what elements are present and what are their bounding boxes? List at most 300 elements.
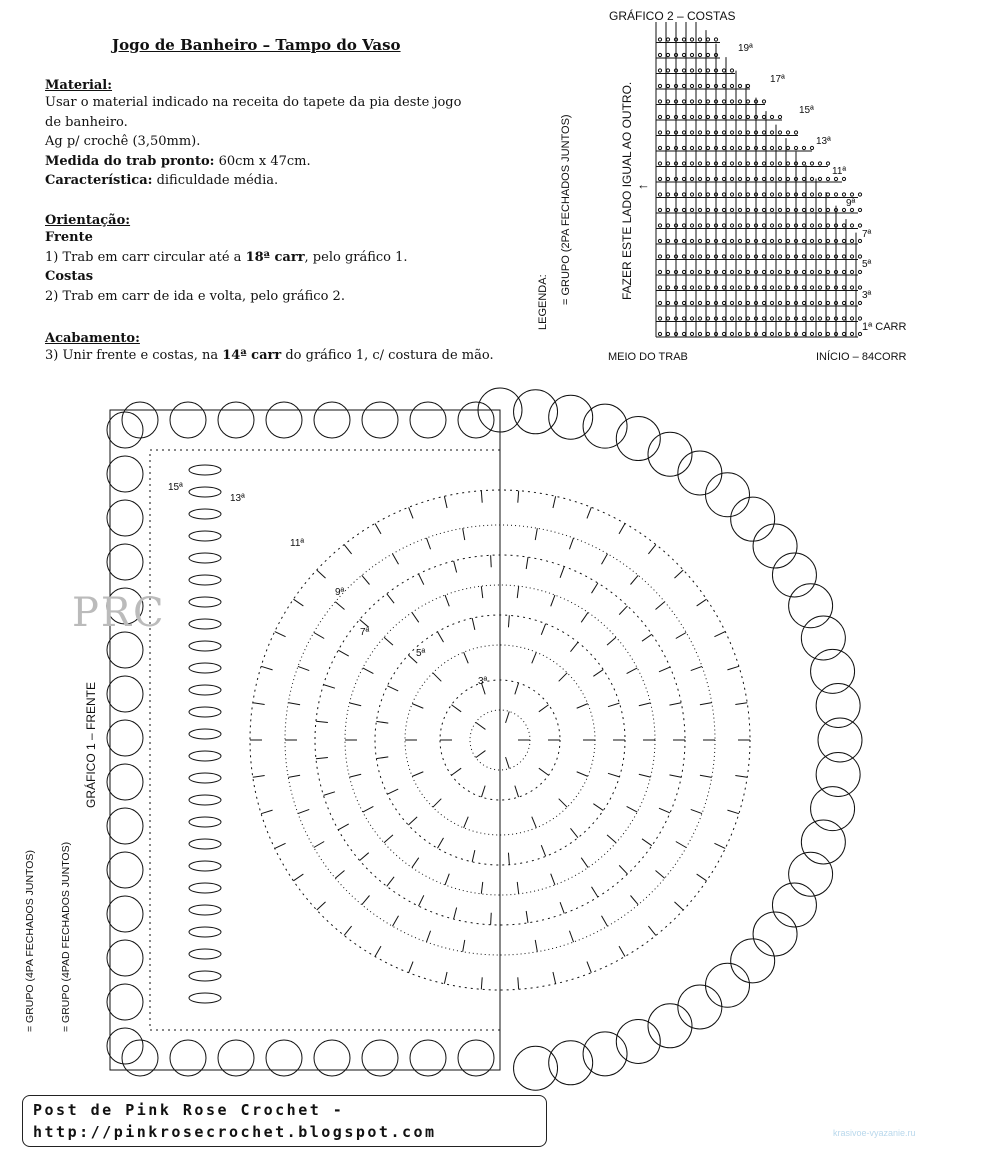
chart1-legend-4pa: = GRUPO (4PA FECHADOS JUNTOS) [24, 850, 36, 1032]
chart1-stitch [727, 666, 738, 670]
chart1-stitch [384, 835, 393, 843]
chain-stitch [786, 146, 789, 149]
chain-stitch [706, 38, 709, 41]
chain-stitch [786, 301, 789, 304]
chart1-shell [170, 1040, 206, 1076]
chain-stitch [802, 301, 805, 304]
chart1-stitch [393, 554, 399, 564]
chart1-stitch [697, 874, 707, 881]
chart1-stitch [639, 774, 651, 777]
chain-stitch [850, 224, 853, 227]
chain-stitch [786, 177, 789, 180]
chart1-stitch [360, 853, 369, 861]
chart1-row-label: 9ª [335, 587, 345, 598]
chart1-cluster [189, 465, 221, 475]
chain-stitch [738, 255, 741, 258]
front-text-pre: 1) Trab em carr circular até a [45, 249, 242, 265]
chart1-stitch [335, 602, 344, 610]
chain-stitch [842, 177, 845, 180]
chain-stitch [666, 301, 669, 304]
chain-stitch [698, 193, 701, 196]
chain-stitch [746, 146, 749, 149]
chart2-bottom-left: MEIO DO TRAB [608, 351, 688, 363]
chain-stitch [658, 69, 661, 72]
chain-stitch [858, 317, 861, 320]
chart1-stitch [551, 874, 555, 885]
footer-line-1: Post de Pink Rose Crochet - [33, 1101, 345, 1119]
chain-stitch [810, 255, 813, 258]
chart1-stitch [517, 586, 518, 598]
chart2-row-label: 3ª [862, 290, 872, 301]
chain-stitch [810, 146, 813, 149]
chart1-stitch [288, 703, 300, 705]
chain-stitch [818, 332, 821, 335]
chart1-cluster [189, 707, 221, 717]
chart1-shell [362, 1040, 398, 1076]
chain-stitch [738, 100, 741, 103]
chain-stitch [658, 317, 661, 320]
chain-stitch [762, 146, 765, 149]
chain-stitch [698, 286, 701, 289]
chart2-bottom-right: INÍCIO – 84CORR [816, 351, 907, 363]
chain-stitch [778, 270, 781, 273]
chain-stitch [706, 317, 709, 320]
chain-stitch [850, 286, 853, 289]
chart1-stitch [472, 618, 475, 630]
chain-stitch [666, 255, 669, 258]
chart1-row-label: 11ª [290, 538, 305, 549]
chain-stitch [746, 115, 749, 118]
chart1-stitch [412, 858, 419, 868]
chart2-row-label: 5ª [862, 259, 872, 270]
chain-stitch [698, 177, 701, 180]
chain-stitch [826, 332, 829, 335]
chain-stitch [770, 317, 773, 320]
chain-stitch [746, 131, 749, 134]
chart1-shell [648, 1004, 692, 1048]
chart1-stitch [619, 946, 625, 956]
feature-label: Característica: [45, 173, 153, 188]
chain-stitch [746, 208, 749, 211]
chart1-stitch [481, 977, 482, 989]
chain-stitch [770, 131, 773, 134]
chain-stitch [666, 100, 669, 103]
chain-stitch [850, 332, 853, 335]
chain-stitch [778, 208, 781, 211]
chain-stitch [818, 224, 821, 227]
chain-stitch [658, 301, 661, 304]
chain-stitch [698, 131, 701, 134]
chart1-stitch [518, 977, 519, 989]
chain-stitch [770, 162, 773, 165]
chart1-stitch [472, 850, 475, 862]
chart1-stitch [316, 721, 328, 722]
chain-stitch [778, 115, 781, 118]
chain-stitch [666, 239, 669, 242]
chain-stitch [850, 193, 853, 196]
chain-stitch [666, 270, 669, 273]
chain-stitch [842, 301, 845, 304]
chain-stitch [762, 270, 765, 273]
chain-stitch [770, 301, 773, 304]
chain-stitch [778, 239, 781, 242]
chart1-shell [410, 1040, 446, 1076]
chain-stitch [826, 208, 829, 211]
chart1-stitch [253, 703, 265, 705]
chain-stitch [730, 193, 733, 196]
chart1-stitch [363, 806, 374, 812]
chart1-stitch [314, 842, 324, 848]
chart1-stitch [532, 652, 537, 663]
chain-stitch [690, 193, 693, 196]
chart1-cluster [189, 531, 221, 541]
chart1-stitch [508, 615, 509, 627]
chart1-cluster [189, 553, 221, 563]
chart1-stitch [714, 632, 725, 637]
chart1-stitch [570, 828, 577, 837]
chart1-stitch [592, 887, 598, 897]
chart1-stitch [592, 583, 598, 593]
chain-stitch [690, 208, 693, 211]
chart1-stitch [275, 632, 286, 637]
chain-stitch [730, 69, 733, 72]
chart2-row-label: 13ª [816, 136, 831, 147]
footer-credit-box [22, 1095, 547, 1147]
chart1-stitch [659, 808, 670, 813]
chain-stitch [722, 239, 725, 242]
chart1-stitch [350, 703, 362, 706]
chain-stitch [722, 270, 725, 273]
chart1-stitch [535, 528, 537, 540]
chain-stitch [722, 84, 725, 87]
front-label: Frente [45, 230, 93, 245]
chart2-row-label: 1ª CARR [862, 321, 907, 333]
chain-stitch [746, 193, 749, 196]
chart1-stitch [630, 896, 638, 905]
chain-stitch [658, 38, 661, 41]
chart2-row-label: 7ª [862, 229, 872, 240]
chart1-cluster [189, 575, 221, 585]
chain-stitch [698, 162, 701, 165]
chain-stitch [722, 115, 725, 118]
chain-stitch [690, 115, 693, 118]
chain-stitch [738, 239, 741, 242]
chart1-row-label: 3ª [478, 676, 488, 687]
chain-stitch [770, 193, 773, 196]
chain-stitch [810, 286, 813, 289]
chart1-cluster [189, 509, 221, 519]
chart1-stitch [323, 792, 334, 796]
chart1-shell [410, 402, 446, 438]
chart1-stitch [481, 586, 482, 598]
chain-stitch [690, 301, 693, 304]
chart1-cluster [189, 817, 221, 827]
chain-stitch [682, 100, 685, 103]
chart1-stitch [317, 570, 326, 578]
chart1-stitch [426, 538, 430, 549]
chart1-shell [678, 985, 722, 1029]
chart1-stitch [630, 575, 638, 584]
front-text-post: , pelo gráfico 1. [304, 249, 408, 265]
chart1-shell [811, 787, 855, 831]
chain-stitch [738, 131, 741, 134]
chain-stitch [706, 270, 709, 273]
chart1-stitch [714, 843, 725, 848]
chain-stitch [826, 301, 829, 304]
chart1-cluster [189, 487, 221, 497]
chain-stitch [658, 131, 661, 134]
chain-stitch [682, 193, 685, 196]
chart1-shell [816, 684, 860, 728]
chain-stitch [690, 69, 693, 72]
chain-stitch [802, 332, 805, 335]
orientacao-heading: Orientação: [45, 213, 131, 228]
chart2-legend-label: LEGENDA: [537, 274, 549, 330]
chain-stitch [658, 224, 661, 227]
chain-stitch [682, 38, 685, 41]
chart1-stitch [570, 642, 577, 651]
chain-stitch [762, 193, 765, 196]
chart1-stitch [362, 896, 370, 905]
chart1-stitch [387, 686, 398, 691]
chart1-stitch [253, 775, 265, 777]
chain-stitch [682, 239, 685, 242]
chart1-stitch [316, 758, 328, 759]
chart1-stitch [419, 574, 424, 585]
chart1-stitch [619, 606, 627, 615]
chart1-stitch [491, 913, 492, 925]
chain-stitch [722, 100, 725, 103]
chart1-stitch [409, 507, 413, 518]
chart1-stitch [288, 775, 300, 777]
chart1-shell [818, 718, 862, 762]
chart1-stitch [587, 962, 591, 973]
chart1-stitch [608, 703, 619, 707]
acab-text-pre: 3) Unir frente e costas, na [45, 348, 219, 363]
chain-stitch [730, 162, 733, 165]
chain-stitch [706, 131, 709, 134]
chain-stitch [698, 69, 701, 72]
chain-stitch [786, 131, 789, 134]
chart1-stitch [338, 650, 348, 656]
chart1-stitch [412, 612, 419, 622]
chain-stitch [730, 317, 733, 320]
chain-stitch [730, 84, 733, 87]
chain-stitch [762, 224, 765, 227]
material-line-3: Ag p/ crochê (3,50mm). [45, 134, 201, 149]
chain-stitch [762, 255, 765, 258]
chart1-shell [107, 676, 143, 712]
acab-text-post: do gráfico 1, c/ costura de mão. [285, 348, 494, 363]
chain-stitch [738, 317, 741, 320]
chain-stitch [706, 332, 709, 335]
chart1-stitch [387, 789, 398, 794]
footer-url[interactable]: http://pinkrosecrochet.blogspot.com [33, 1123, 437, 1141]
chart1-stitch [444, 496, 447, 508]
chain-stitch [786, 332, 789, 335]
chain-stitch [722, 286, 725, 289]
chain-stitch [842, 224, 845, 227]
chart2-legend-group: = GRUPO (2PA FECHADOS JUNTOS) [560, 114, 572, 305]
chain-stitch [746, 317, 749, 320]
chain-stitch [682, 53, 685, 56]
chain-stitch [850, 255, 853, 258]
chain-stitch [770, 286, 773, 289]
chart1-stitch [608, 773, 619, 777]
chart1-stitch [481, 491, 482, 503]
chart1-stitch [669, 703, 681, 705]
chain-stitch [738, 208, 741, 211]
chart1-stitch [560, 567, 564, 578]
chain-stitch [762, 208, 765, 211]
chart1-stitch [375, 946, 381, 956]
chain-stitch [722, 146, 725, 149]
chain-stitch [826, 239, 829, 242]
chart2-row-label: 17ª [770, 74, 785, 85]
chain-stitch [730, 146, 733, 149]
chart1-stitch [581, 612, 588, 622]
chart1-stitch [426, 931, 430, 942]
chain-stitch [762, 131, 765, 134]
chain-stitch [818, 286, 821, 289]
chain-stitch [706, 239, 709, 242]
chart1-stitch [481, 882, 482, 894]
chart1-stitch [551, 595, 555, 606]
chain-stitch [698, 317, 701, 320]
chain-stitch [810, 208, 813, 211]
chain-stitch [706, 100, 709, 103]
chain-stitch [826, 224, 829, 227]
chart1-shell [458, 1040, 494, 1076]
chain-stitch [778, 131, 781, 134]
chain-stitch [850, 301, 853, 304]
chart1-stitch [506, 757, 510, 768]
chart1-stitch [581, 858, 588, 868]
chain-stitch [698, 270, 701, 273]
chain-stitch [730, 131, 733, 134]
chain-stitch [746, 100, 749, 103]
chart1-shell [314, 1040, 350, 1076]
chart1-shell [107, 500, 143, 536]
chain-stitch [786, 162, 789, 165]
chain-stitch [786, 193, 789, 196]
chart1-stitch [363, 668, 374, 674]
chain-stitch [706, 115, 709, 118]
chain-stitch [810, 193, 813, 196]
chain-stitch [802, 255, 805, 258]
chart1-stitch [451, 705, 461, 712]
chain-stitch [706, 162, 709, 165]
chain-stitch [682, 208, 685, 211]
chart1-cluster [189, 905, 221, 915]
chain-stitch [794, 131, 797, 134]
chart1-shell [266, 1040, 302, 1076]
chain-stitch [778, 177, 781, 180]
chart1-stitch [344, 545, 351, 554]
chart1-stitch [515, 786, 519, 797]
chain-stitch [722, 131, 725, 134]
chart1-stitch [393, 916, 399, 926]
chart1-stitch [323, 685, 334, 689]
chain-stitch [842, 332, 845, 335]
chart1-stitch [464, 817, 469, 828]
chart1-shell [731, 939, 775, 983]
chain-stitch [746, 255, 749, 258]
chart1-stitch [602, 554, 608, 564]
chain-stitch [722, 301, 725, 304]
chain-stitch [746, 177, 749, 180]
chart1-cluster [189, 883, 221, 893]
document-title: Jogo de Banheiro – Tampo do Vaso [112, 36, 401, 54]
chart1-stitch [559, 673, 567, 681]
chain-stitch [810, 177, 813, 180]
chain-stitch [778, 317, 781, 320]
chain-stitch [738, 177, 741, 180]
chain-stitch [666, 131, 669, 134]
chart1-stitch [261, 810, 272, 814]
chain-stitch [698, 100, 701, 103]
chain-stitch [834, 193, 837, 196]
chain-stitch [666, 84, 669, 87]
chain-stitch [706, 69, 709, 72]
chart1-stitch [593, 804, 603, 811]
chart1-stitch [577, 704, 588, 709]
chart1-stitch [438, 838, 444, 848]
chart1-stitch [642, 839, 652, 846]
chain-stitch [802, 208, 805, 211]
chain-stitch [858, 255, 861, 258]
chain-stitch [802, 193, 805, 196]
chain-stitch [842, 317, 845, 320]
chain-stitch [706, 84, 709, 87]
chain-stitch [666, 332, 669, 335]
chain-stitch [746, 286, 749, 289]
chart1-shell [801, 616, 845, 660]
acabamento-heading: Acabamento: [45, 331, 140, 346]
chain-stitch [802, 146, 805, 149]
chart1-stitch [454, 561, 457, 573]
chart1-stitch [553, 972, 556, 984]
chain-stitch [762, 286, 765, 289]
chart1-stitch [412, 704, 423, 709]
chain-stitch [746, 270, 749, 273]
chain-stitch [802, 177, 805, 180]
chain-stitch [658, 115, 661, 118]
chain-stitch [810, 317, 813, 320]
chain-stitch [858, 301, 861, 304]
chain-stitch [842, 270, 845, 273]
chain-stitch [682, 146, 685, 149]
chart1-stitch [335, 870, 344, 878]
chart1-stitch [526, 557, 528, 569]
chain-stitch [666, 208, 669, 211]
chain-stitch [786, 239, 789, 242]
chain-stitch [690, 131, 693, 134]
chart1-shell [266, 402, 302, 438]
chain-stitch [818, 317, 821, 320]
chart1-shell [816, 752, 860, 796]
chart1-stitch [451, 768, 461, 775]
chain-stitch [706, 301, 709, 304]
chart1-stitch [559, 799, 567, 807]
chart1-stitch [362, 575, 370, 584]
chain-stitch [706, 255, 709, 258]
chart1-cluster [189, 795, 221, 805]
chart1-cluster [189, 773, 221, 783]
arrow-left-icon: ← [637, 177, 650, 192]
chain-stitch [682, 177, 685, 180]
chain-stitch [706, 146, 709, 149]
